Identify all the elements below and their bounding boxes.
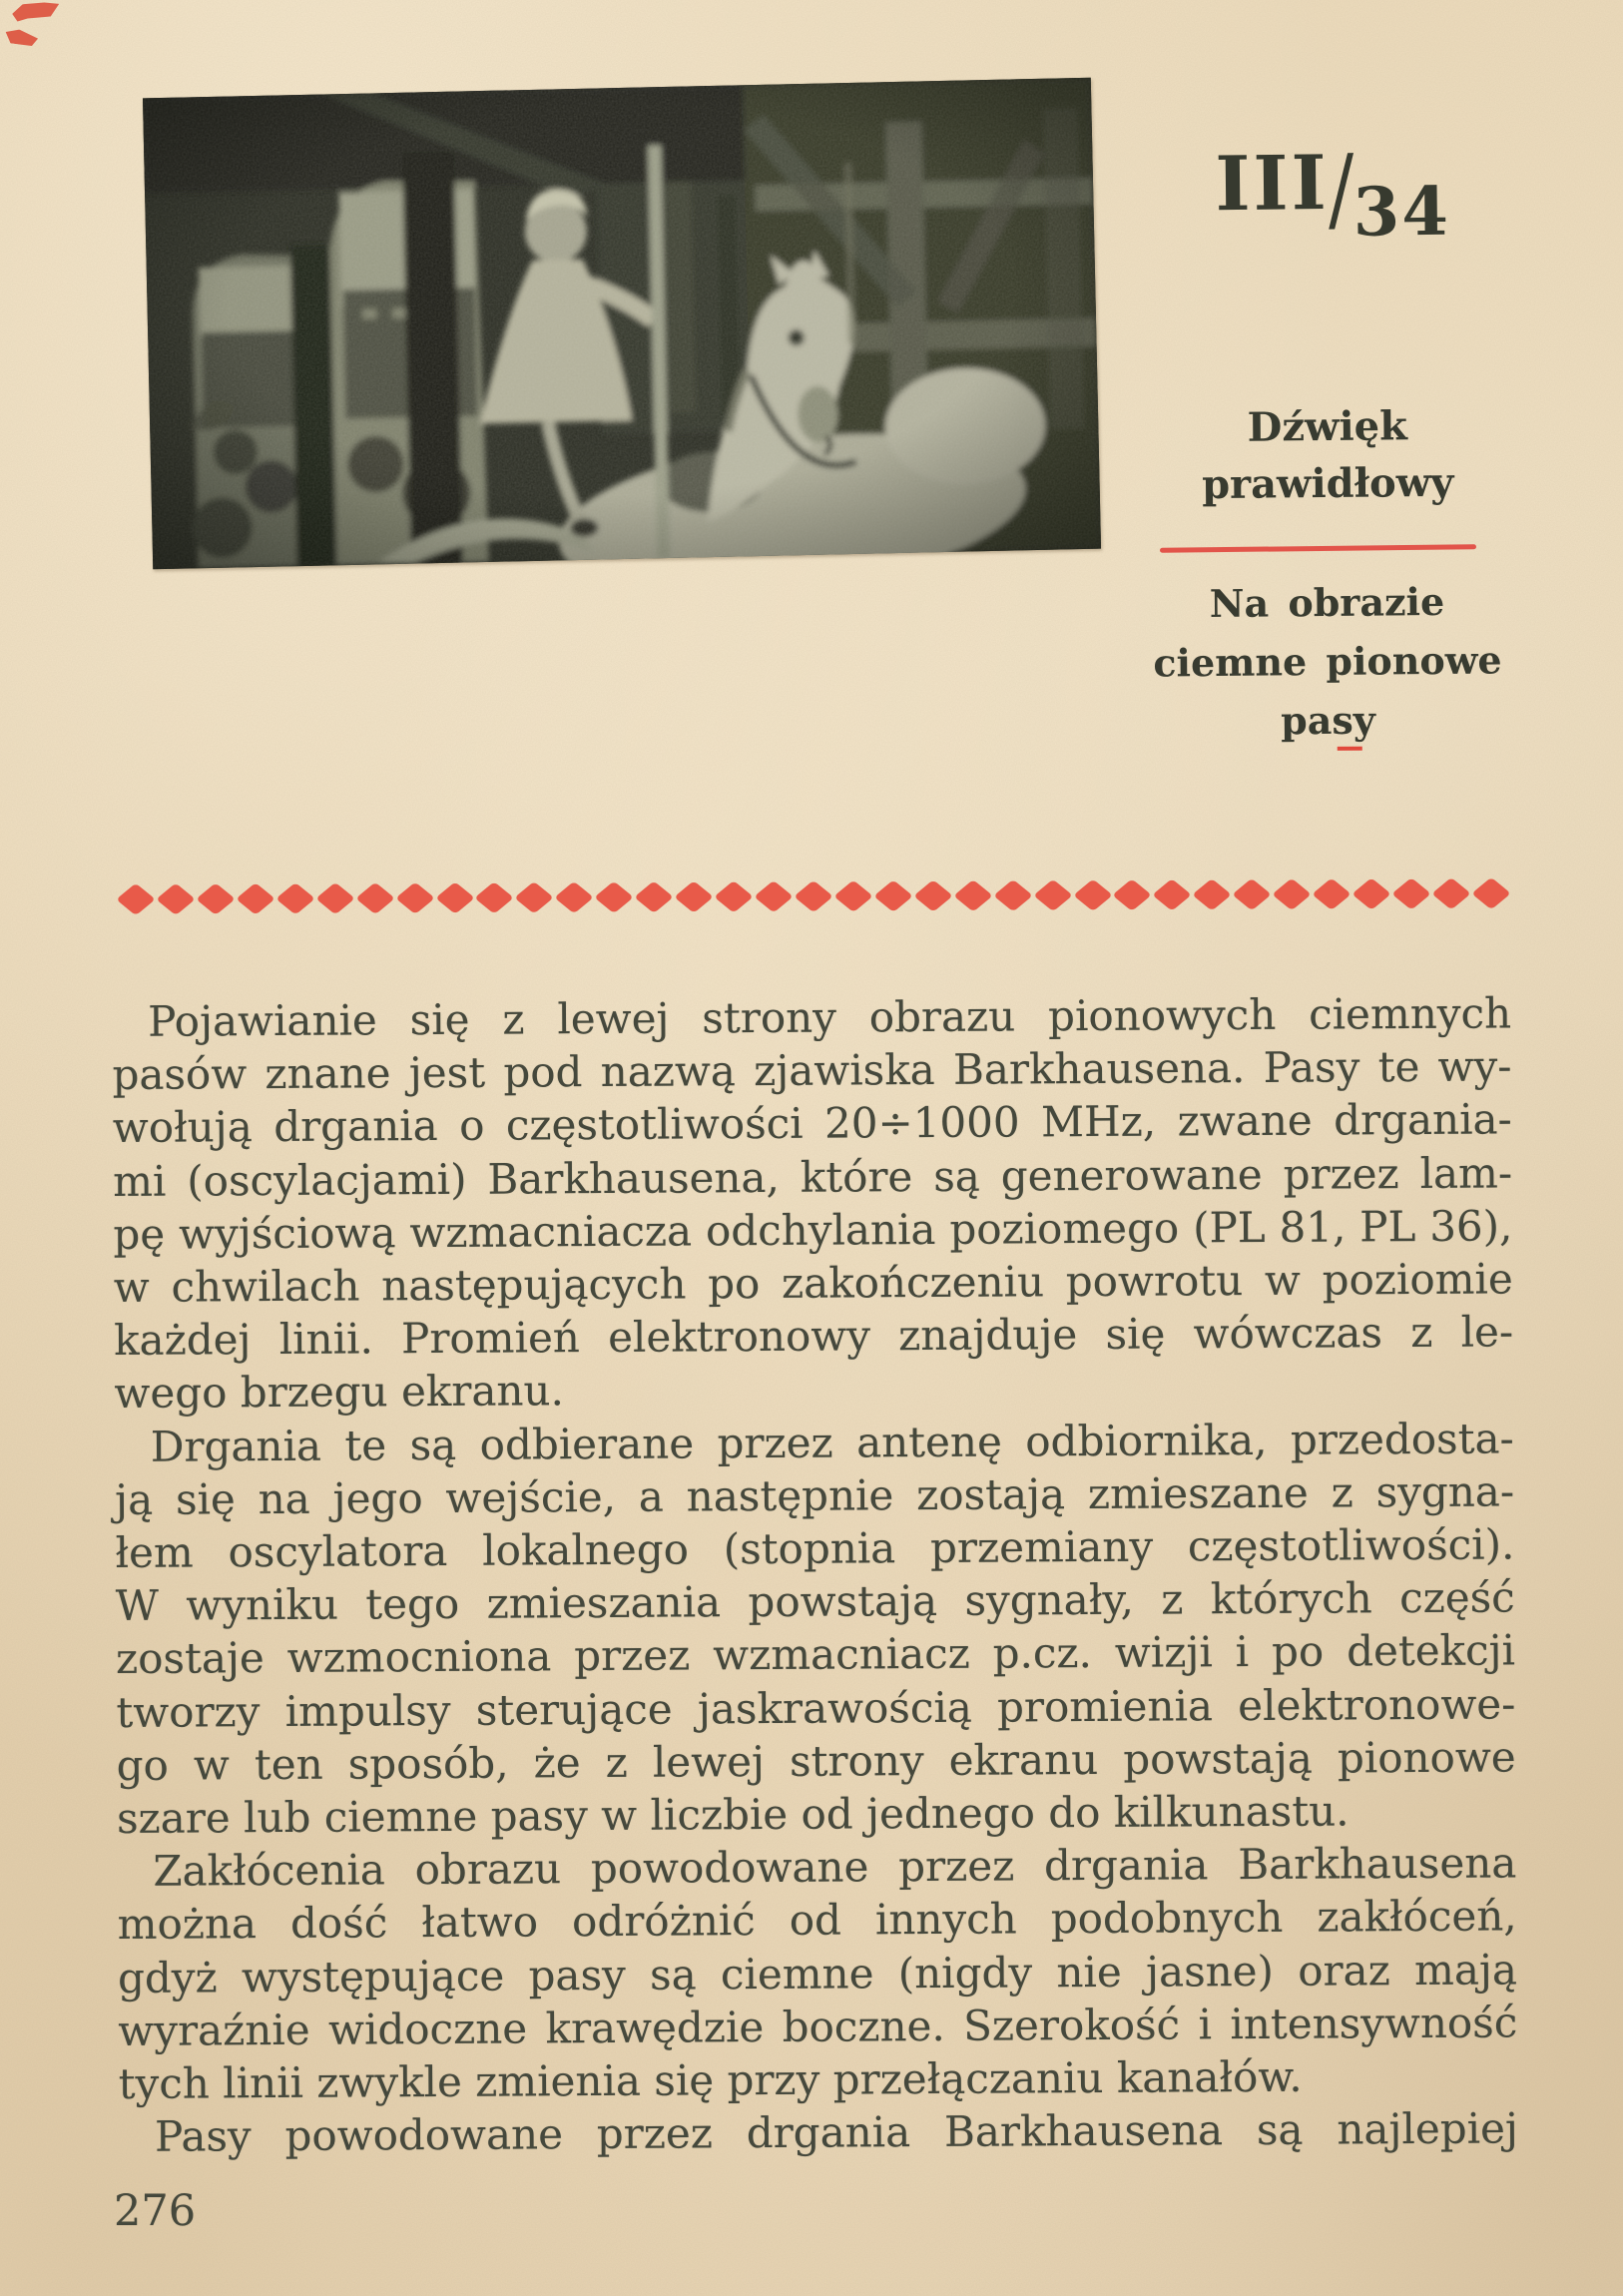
diamond-icon xyxy=(594,881,634,913)
text-line: wego brzegu ekranu. xyxy=(114,1366,565,1419)
diamond-icon xyxy=(1153,878,1193,910)
text-line: Drgania te są odbierane przez antenę odbiornika, przedosta- xyxy=(150,1414,1514,1471)
diamond-icon xyxy=(1352,877,1391,909)
text-line: gdyż występujące pasy są ciemne (nigdy nie jasne) oraz mają xyxy=(117,1945,1518,2003)
symptom-line: ciemne pionowe xyxy=(1153,637,1502,686)
diamond-divider xyxy=(122,873,1505,919)
text-line: mi (oscylacjami) Barkhausena, które są generowane przez lam- xyxy=(112,1148,1513,1206)
diamond-icon xyxy=(116,883,156,915)
text-line: W wyniku tego zmieszania powstają sygnały, z których część xyxy=(115,1572,1515,1631)
diamond-icon xyxy=(754,880,794,912)
section-code-number: 34 xyxy=(1352,171,1451,252)
diamond-icon xyxy=(1312,877,1352,909)
text-line: każdej linii. Promień elektronowy znajduje się wówczas z le- xyxy=(113,1307,1514,1366)
text-line: zostaje wzmocniona przez wzmacniacz p.cz. wizji i po detekcji xyxy=(115,1625,1516,1684)
diamond-icon xyxy=(275,882,315,914)
red-corner-mark xyxy=(11,0,61,23)
diamond-icon xyxy=(714,880,754,912)
text-line: tych linii zwykle zmienia się przy przełączaniu kanałów. xyxy=(118,2051,1303,2109)
diamond-icon xyxy=(1471,877,1511,909)
diamond-icon xyxy=(355,882,395,914)
diamond-icon xyxy=(475,881,515,913)
red-corner-mark xyxy=(4,28,39,48)
diamond-icon xyxy=(993,879,1033,911)
text-line: można dość łatwo odróżnić od innych podobnych zakłóceń, xyxy=(117,1891,1517,1950)
text-line: go w ten sposób, że z lewej strony ekranu powstają pionowe xyxy=(116,1732,1516,1790)
red-divider-line xyxy=(1160,544,1476,553)
section-code xyxy=(1138,134,1528,252)
text-line: pasów znane jest pod nazwą zjawiska Barkhausena. Pasy te wy- xyxy=(112,1041,1512,1100)
text-line: ją się na jego wejście, a następnie zostają zmieszane z sygna- xyxy=(114,1466,1515,1524)
text-line: wyraźnie widoczne krawędzie boczne. Szerokość i intensywność xyxy=(118,1998,1518,2055)
carousel-photo xyxy=(143,78,1101,570)
diamond-icon xyxy=(1113,878,1153,910)
diamond-icon xyxy=(873,879,913,911)
diamond-icon xyxy=(555,881,595,913)
diamond-icon xyxy=(833,880,873,912)
text-line: Zakłócenia obrazu powodowane przez drgania Barkhausena xyxy=(153,1838,1517,1897)
symptom-line: Na obrazie xyxy=(1209,578,1445,627)
diamond-icon xyxy=(395,882,435,914)
text-line: szare lub ciemne pasy w liczbie od jednego do kilkunastu. xyxy=(116,1786,1350,1844)
diamond-icon xyxy=(1272,878,1312,910)
diamond-icon xyxy=(435,881,475,913)
diamond-icon xyxy=(1193,878,1233,910)
text-line: wołują drgania o częstotliwości 20÷1000 MHz, zwane drgania- xyxy=(112,1094,1512,1153)
text-line: Pasy powodowane przez drgania Barkhausena są najlepiej xyxy=(154,2103,1519,2162)
text-line: w chwilach następujących po zakończeniu powrotu w poziomie xyxy=(113,1254,1513,1313)
diamond-icon xyxy=(1073,879,1113,911)
diamond-icon xyxy=(515,881,555,913)
text-line: łem oscylatora lokalnego (stopnia przemiany częstotliwości). xyxy=(115,1519,1515,1578)
diamond-icon xyxy=(953,879,993,911)
diamond-icon xyxy=(674,880,714,912)
text-line: tworzy impulsy sterujące jaskrawością promienia elektronowe- xyxy=(116,1679,1516,1737)
diamond-icon xyxy=(1033,879,1073,911)
symptom-line: pasy xyxy=(1281,691,1375,751)
diamond-icon xyxy=(913,879,953,911)
text-line: pę wyjściową wzmacniacza odchylania poziomego (PL 81, PL 36), xyxy=(113,1201,1513,1259)
text-line: Pojawianie się z lewej strony obrazu pionowych ciemnych xyxy=(148,988,1512,1046)
sound-status-line: prawidłowy xyxy=(1201,458,1454,509)
diamond-icon xyxy=(156,883,196,915)
diamond-icon xyxy=(794,880,833,912)
page-number: 276 xyxy=(114,2186,197,2236)
sound-status-label xyxy=(1138,396,1518,513)
diamond-icon xyxy=(1232,878,1272,910)
diamond-icon xyxy=(1431,877,1471,909)
sound-status-line: Dźwięk xyxy=(1247,402,1408,451)
symptom-label xyxy=(1102,571,1553,752)
section-code-slash: / xyxy=(1328,134,1354,243)
diamond-icon xyxy=(1391,877,1431,909)
diamond-icon xyxy=(634,880,674,912)
body-text xyxy=(112,986,1518,2163)
diamond-icon xyxy=(236,882,275,914)
diamond-icon xyxy=(315,882,355,914)
diamond-icon xyxy=(196,882,236,914)
red-underline-mark xyxy=(1338,747,1362,751)
section-code-roman: III xyxy=(1214,139,1331,229)
